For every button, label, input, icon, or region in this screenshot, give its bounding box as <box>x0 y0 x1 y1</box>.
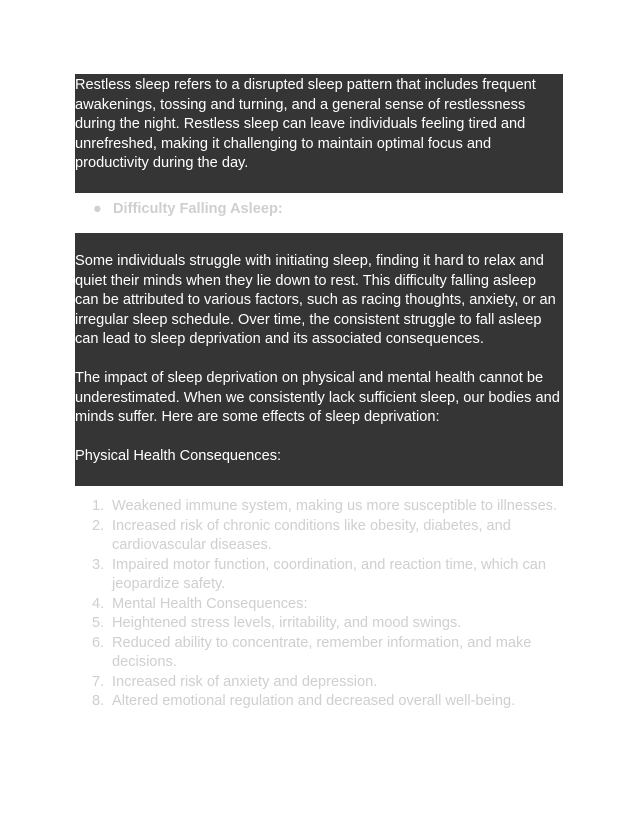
list-item <box>92 595 562 615</box>
list-item-text: Increased risk of anxiety and depression. <box>112 673 378 690</box>
list-item-number: 6. <box>92 634 105 651</box>
physical-health-heading: Physical Health Consequences: <box>75 448 282 464</box>
list-item-number: 3. <box>92 556 105 573</box>
sleep-deprivation-text-block <box>75 233 563 486</box>
list-item-text: Altered emotional regulation and decreased overall well-being. <box>112 693 516 709</box>
list-item-number: 4. <box>92 595 105 612</box>
initiating-sleep-paragraph: Some individuals struggle with initiating sleep, finding it hard to relax and quiet their minds when they lie down to rest. This difficulty falling asleep can be attributed to various factors, such as racing thoughts, anxiety, or an irregular sleep schedule. Over time, the consistent struggle to fall asleep can lead to sleep deprivation and its associated consequences. <box>75 253 556 347</box>
list-item-number: 8. <box>92 693 105 709</box>
list-item-number: 7. <box>92 673 105 690</box>
restless-sleep-text-block <box>75 74 563 193</box>
list-item-text: Impaired motor function, coordination, and reaction time, which can jeopardize safety. <box>112 556 546 592</box>
list-item <box>92 692 562 712</box>
list-item <box>92 634 562 673</box>
restless-sleep-paragraph: Restless sleep refers to a disrupted sleep pattern that includes frequent awakenings, tossing and turning, and a general sense of restlessness during the night. Restless sleep can leave individuals feeling tired and unrefreshed, making it challenging to maintain optimal focus and productivity during the day. <box>75 77 536 171</box>
difficulty-falling-asleep-bullet <box>93 199 283 219</box>
impact-paragraph: The impact of sleep deprivation on physical and mental health cannot be underestimated. When we consistently lack sufficient sleep, our bodies and minds suffer. Here are some effects of sleep deprivation: <box>75 370 560 425</box>
list-item-number: 5. <box>92 615 105 631</box>
list-item <box>92 517 562 556</box>
list-item-number: 1. <box>92 498 105 514</box>
list-item-text: Increased risk of chronic conditions like obesity, diabetes, and cardiovascular diseases. <box>112 517 511 553</box>
list-item <box>92 614 562 634</box>
effects-list <box>92 497 562 712</box>
list-item <box>92 556 562 595</box>
bullet-label: Difficulty Falling Asleep: <box>113 201 283 217</box>
list-item-text: Mental Health Consequences: <box>112 595 308 612</box>
list-item-number: 2. <box>92 517 105 534</box>
list-item-text: Heightened stress levels, irritability, and mood swings. <box>112 615 462 631</box>
list-item <box>92 497 562 517</box>
bullet-dot-icon: ● <box>93 201 102 217</box>
list-item-text: Reduced ability to concentrate, remember information, and make decisions. <box>112 634 532 670</box>
list-item <box>92 673 562 693</box>
list-item-text: Weakened immune system, making us more susceptible to illnesses. <box>112 498 558 514</box>
